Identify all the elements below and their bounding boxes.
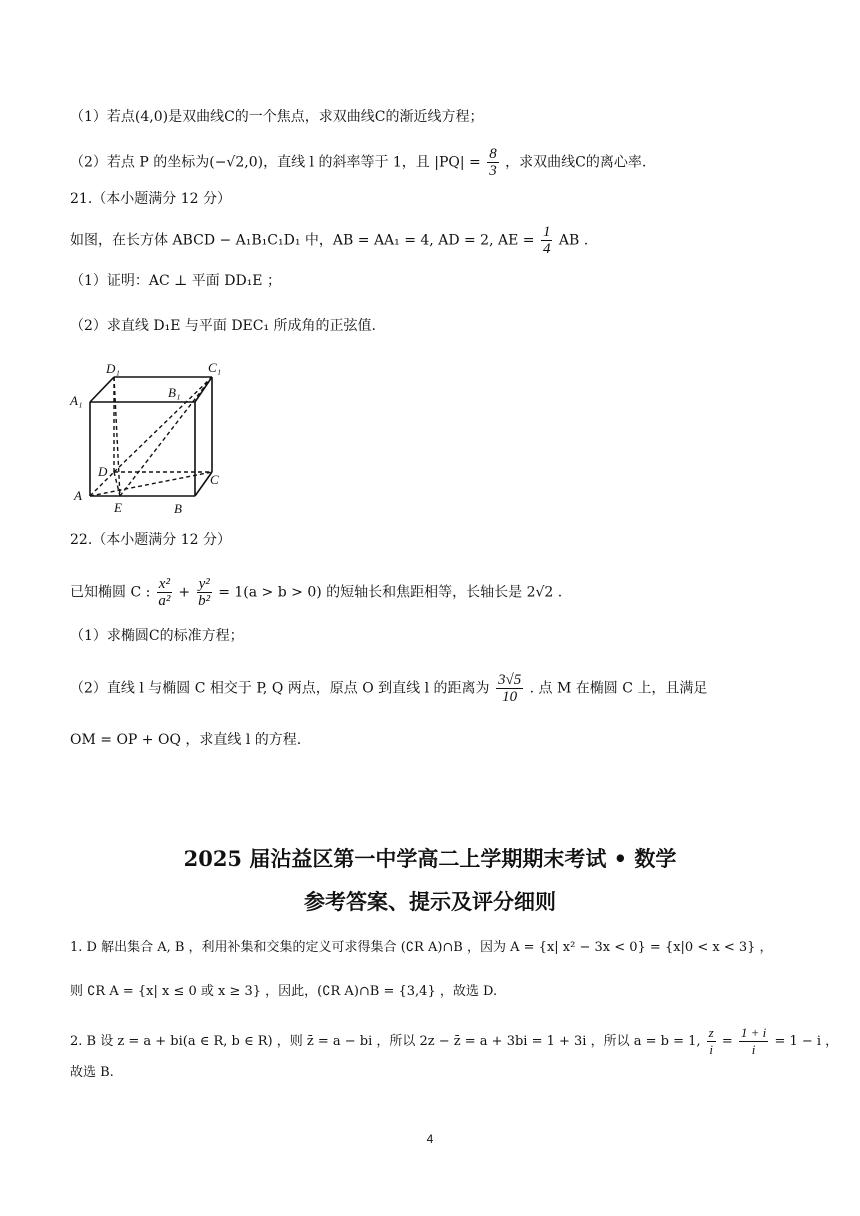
label-D: D bbox=[98, 464, 108, 479]
answer-2-post: = 1 − i ， bbox=[774, 1034, 839, 1049]
label-D1: D₁ bbox=[106, 361, 120, 376]
p20-part2-post: ，求双曲线C的离心率. bbox=[505, 154, 647, 171]
p21-part1: （1）证明：AC ⊥ 平面 DD₁E ； bbox=[70, 273, 281, 289]
p22-part2 bbox=[70, 672, 810, 705]
label-A: A bbox=[74, 488, 82, 503]
answer-2-frac1-num: z bbox=[708, 1025, 714, 1040]
label-E: E bbox=[114, 500, 122, 515]
label-B1: B₁ bbox=[168, 385, 181, 400]
answers-subtitle: 参考答案、提示及评分细则 bbox=[304, 889, 556, 914]
answer-2-eq: = bbox=[721, 1034, 733, 1049]
p22-dist-num: 3√5 bbox=[497, 672, 522, 688]
answer-2-pre: 2. B 设 z = a + bi(a ∈ R, b ∈ R) ，则 z̄ = a − bi ，所以 2z − z̄ = a + 3bi = 1 + 3i ，所以 a = b = 1, bbox=[70, 1034, 701, 1049]
p21-fraction bbox=[541, 224, 553, 257]
p22-dist-den: 10 bbox=[502, 689, 518, 705]
p20-part1: （1）若点(4,0)是双曲线C的一个焦点，求双曲线C的渐近线方程； bbox=[70, 109, 484, 125]
p20-frac-num: 8 bbox=[489, 146, 497, 162]
p22-part2-post: . 点 M 在椭圆 C 上，且满足 bbox=[529, 680, 708, 697]
label-A1: A₁ bbox=[70, 393, 83, 408]
p22-statement: 已知椭圆 C : $\frac{\text{x²}}{\text{a²}}$ + $\frac{\text{y²}}{\text{b²}}$ = 1(a > b > 0) 的短轴长和焦距相等，长轴长是 2√2 . bbox=[70, 576, 563, 609]
p22-x-num: x² bbox=[158, 576, 170, 592]
answer-1-line2: 则 ∁R A = {x| x ≤ 0 或 x ≥ 3} ，因此，(∁R A)∩B = {3,4} ，故选 D. bbox=[70, 984, 498, 999]
page-number: 4 bbox=[426, 1132, 434, 1146]
answer-2-frac1-den: i bbox=[709, 1042, 713, 1057]
answer-2-frac2-num: 1 + i bbox=[740, 1025, 767, 1040]
answer-2-line1 bbox=[70, 1025, 839, 1058]
p22-part2-line2: OM = OP + OQ ，求直线 l 的方程. bbox=[70, 732, 302, 748]
p22-part2-pre: （2）直线 l 与椭圆 C 相交于 P, Q 两点，原点 O 到直线 l 的距离为 bbox=[70, 680, 490, 697]
p22-header: 22.（本小题满分 12 分） bbox=[70, 532, 231, 548]
p22-x-fraction bbox=[157, 576, 172, 609]
answer-1-line1: 1. D 解出集合 A, B ，利用补集和交集的定义可求得集合 (∁R A)∩B ，因为 A = {x| x² − 3x < 0} = {x|0 < x < 3} ， bbox=[70, 940, 773, 955]
p21-statement bbox=[70, 224, 810, 257]
p22-y-fraction bbox=[197, 576, 212, 609]
p20-part2-pre: （2）若点 P 的坐标为(−√2,0)，直线 l 的斜率等于 1，且 |PQ| = bbox=[70, 154, 481, 171]
p20-frac-den: 3 bbox=[489, 163, 497, 179]
answers-title: 2025 届沾益区第一中学高二上学期期末考试 • 数学 bbox=[183, 846, 677, 871]
p22-y-den: b² bbox=[198, 593, 211, 609]
answer-2-frac2-den: i bbox=[751, 1042, 756, 1057]
label-C: C bbox=[210, 472, 219, 487]
p22-part1: （1）求椭圆C的标准方程； bbox=[70, 628, 244, 644]
p21-frac-den: 4 bbox=[542, 241, 551, 257]
label-B: B bbox=[174, 501, 182, 516]
p21-stmt-post: AB . bbox=[558, 232, 589, 249]
p22-y-num: y² bbox=[198, 576, 210, 592]
p20-fraction bbox=[487, 146, 499, 179]
answer-2-line2: 故选 B. bbox=[70, 1065, 114, 1080]
p22-x-den: a² bbox=[158, 593, 171, 609]
p21-stmt-pre: 如图，在长方体 ABCD − A₁B₁C₁D₁ 中，AB = AA₁ = 4, AD = 2, AE = bbox=[70, 232, 535, 249]
p22-distance-fraction bbox=[496, 672, 523, 705]
answer-2-frac2 bbox=[739, 1025, 768, 1058]
p20-part2 bbox=[70, 146, 810, 179]
cuboid-figure bbox=[62, 360, 232, 518]
answer-2-frac1 bbox=[707, 1025, 716, 1058]
p22-stmt-post: = 1(a > b > 0) 的短轴长和焦距相等，长轴长是 2√2 . bbox=[218, 584, 563, 601]
p21-frac-num: 1 bbox=[542, 224, 551, 240]
p21-header: 21.（本小题满分 12 分） bbox=[70, 191, 231, 207]
label-C1: C₁ bbox=[208, 360, 222, 375]
p21-part2: （2）求直线 D₁E 与平面 DEC₁ 所成角的正弦值. bbox=[70, 318, 376, 334]
p22-stmt-pre: 已知椭圆 C : bbox=[70, 584, 151, 601]
